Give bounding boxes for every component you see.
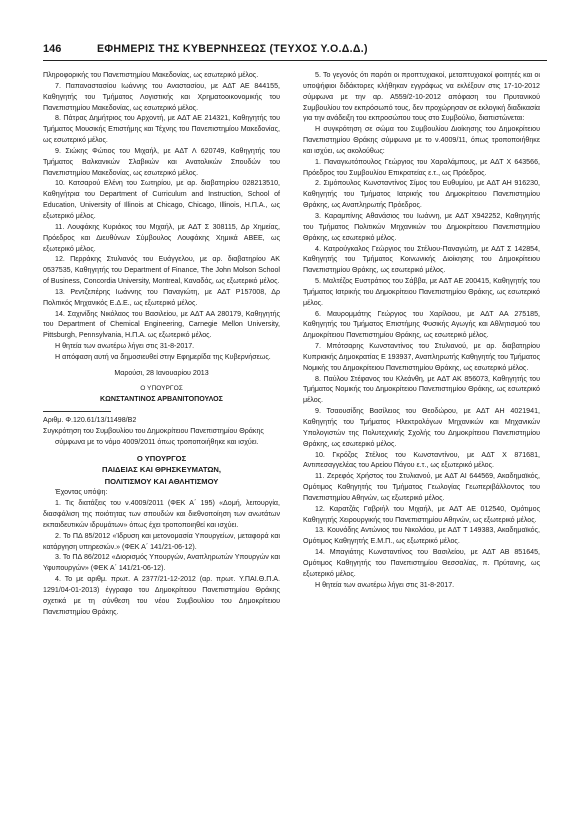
section-rule bbox=[43, 411, 111, 412]
member-entry: 10. Γκρόζος Στέλιος του Κωνσταντίνου, με ΑΔΤ Χ 871681, Αντιπεσαγγελέας του Αρείου Πάγου ε.τ., ως εξωτερικό μέλος. bbox=[303, 450, 540, 470]
member-entry: 10. Κατσαρού Ελένη του Σωτηρίου, με αρ. διαβατηρίου 028213510, Καθηγήτρια του Department of Curriculum and Instruction, School of Education, University of Illinois at Chicago, Chicago, Illinois, Η.Π.Α., ως εξωτερικό μέλος. bbox=[43, 179, 280, 220]
member-entry: 5. Μαλτέζος Ευστράτιος του Σάββα, με ΑΔΤ ΑΕ 200415, Καθηγητής του Τμήματος Ιατρικής του Δημοκρίτειου Πανεπιστημίου Θράκης, ως εσωτερικό μέλος. bbox=[303, 277, 540, 307]
consideration-item: 5. Το γεγονός ότι παρότι οι προπτυχιακοί, μεταπτυχιακοί φοιτητές και οι υποψήφιοι διδάκτορες κλήθηκαν εγγράφως να εκλέξουν στις 17-10-2012 σύμφωνα με την αρ. Α559/2-10-2012 απόφαση του Πρυτανικού Συμβουλίου τον εκπρόσωπό τους, δεν προχώρησαν σε εκλογική διαδικασία για την ανάδειξη του εκπροσώπου τους στο Συμβούλιο, διαπιστώνεται: bbox=[303, 71, 540, 123]
member-entry: 4. Κατρούγκαλος Γεώργιος του Στέλιου-Παναγιώτη, με ΑΔΤ Σ 142854, Καθηγητής του Τμήματος Κοινωνικής Διοίκησης του Δημοκρίτειου Πανεπιστημίου Θράκης, ως εσωτερικό μέλος. bbox=[303, 244, 540, 275]
consideration-item: 4. Το με αριθμ. πρωτ. Α 2377/21-12-2012 (αρ. πρωτ. Υ.ΠΑΙ.Θ.Π.Α. 1291/04-01-2013) έγγραφο του Δημοκρίτειου Πανεπιστημίου Θράκης σχετικά με τη σύνθεση του νέου Συμβουλίου του Δημοκρίτειου Πανεπιστημίου Θράκης. bbox=[43, 575, 280, 616]
decision-heading: Ο ΥΠΟΥΡΓΟΣ bbox=[136, 453, 187, 463]
member-entry: 2. Σιμόπουλος Κωνσταντίνος Σίμος του Ευθυμίου, με ΑΔΤ ΑΗ 916230, Καθηγητής του Τμήματος Ιατρικής του Δημοκρίτειου Πανεπιστημίου Θράκης, ως Αναπληρωτής Πρόεδρος. bbox=[303, 179, 540, 210]
member-entry: 7. Μπότσαρης Κωνσταντίνος του Στυλιανού, με αρ. διαβατηρίου Κυπριακής Δημοκρατίας Ε 193937, Αναπληρωτής Καθηγητής του Τμήματος Νομικής του Δημοκρίτειου Πανεπιστημίου Θράκης, ως εσωτερικό μέλος. bbox=[303, 342, 540, 372]
member-entry: 13. Ρεντζεπέρης Ιωάννης του Παναγιώτη, με ΑΔΤ Ρ157008, Δρ Πολιτικός Μηχανικός Ε.Δ.Ε., ως εξωτερικό μέλος. bbox=[43, 287, 280, 307]
gazette-title: ΕΦΗΜΕΡΙΣ ΤΗΣ ΚΥΒΕΡΝΗΣΕΩΣ (ΤΕΥΧΟΣ Υ.Ο.Δ.Δ.) bbox=[97, 43, 368, 55]
left-column bbox=[43, 70, 280, 617]
member-entry: 7. Παπαναστασίου Ιωάννης του Αναστασίου, με ΑΔΤ ΑΕ 844155, Καθηγητής του Τμήματος Λογιστικής και Χρηματοοικονομικής του Πανεπιστημίου Μακεδονίας, ως εσωτερικό μέλος. bbox=[43, 81, 280, 112]
member-entry: 14. Μπαγιάτης Κωνσταντίνος του Βασιλείου, με ΑΔΤ ΑΒ 851645, Ομότιμος Καθηγητής του Πανεπιστημίου Θεσσαλίας, π. Πρύτανης, ως εξωτερικό μέλος. bbox=[303, 548, 540, 578]
date-line: Μαρούσι, 28 Ιανουαρίου 2013 bbox=[114, 368, 209, 377]
decision-subject: Συγκρότηση του Συμβουλίου του Δημοκρίτειου Πανεπιστημίου Θράκης σύμφωνα με το νόμο 4009/2011 όπως τροποποιήθηκε και ισχύει. bbox=[43, 427, 264, 446]
term-statement: Η θητεία των ανωτέρω λήγει στις 31-8-2017. bbox=[315, 580, 455, 589]
member-entry: 14. Σαχινίδης Νικόλαος του Βασιλείου, με ΑΔΤ ΑΑ 280179, Καθηγητής του Department of Chemical Engineering, Carnegie Mellon University, Pittsburgh, Pennsylvania, Η.Π.Α. ως εξωτερικό μέλος. bbox=[43, 309, 280, 340]
member-entry: 8. Παύλου Στέφανος του Κλεάνθη, με ΑΔΤ ΑΚ 856073, Καθηγητής του Τμήματος Νομικής του Δημοκρίτειου Πανεπιστημίου Θράκης, ως εσωτερικό μέλος. bbox=[303, 374, 540, 405]
member-entry: 12. Περράκης Στυλιανός του Ευάγγελου, με αρ. διαβατηρίου ΑΚ 0537535, Καθηγητής του Department of Finance, The John Molson School of Business, Concordia University, Montreal, Καναδάς, ως εξωτερικό μέλος. bbox=[43, 255, 280, 286]
member-entry: 13. Κουνάδης Αντώνιος του Νικολάου, με ΑΔΤ Τ 149383, Ακαδημαϊκός, Ομότιμος Καθηγητής Ε.Μ.Π., ως εξωτερικό μέλος. bbox=[303, 526, 540, 546]
reference-number: Αριθμ. Φ.120.61/13/11498/Β2 bbox=[43, 416, 137, 425]
term-statement: Η θητεία των ανωτέρω λήγει στις 31-8-2017. bbox=[55, 342, 195, 351]
member-entry: 11. Λουφάκης Κυριάκος του Μιχαήλ, με ΑΔΤ Σ 308115, Δρ Χημείας, Πρόεδρος και Διευθύνων Σύμβουλος Λουφάκης Χημικά ΑΒΕΕ, ως εξωτερικό μέλος. bbox=[43, 222, 280, 253]
consideration-item: 1. Τις διατάξεις του ν.4009/2011 (ΦΕΚ Α΄ 195) «Δομή, λειτουργία, διασφάλιση της ποιότητας των σπουδών και διεθνοποίηση των ανωτάτων εκπαιδευτικών ιδρυμάτων» όπως έχει τροποποιηθεί και ισχύει. bbox=[43, 499, 280, 529]
paragraph: Πληροφορικής του Πανεπιστημίου Μακεδονίας, ως εσωτερικό μέλος. bbox=[43, 71, 259, 79]
having-in-mind: Έχοντας υπόψη: bbox=[55, 488, 108, 497]
decision-heading: ΠΟΛΙΤΙΣΜΟΥ ΚΑΙ ΑΘΛΗΤΙΣΜΟΥ bbox=[104, 476, 219, 486]
member-entry: 12. Καρατζάς Γαβριήλ του Μιχαήλ, με ΑΔΤ ΑΕ 012540, Ομότιμος Καθηγητής Χειρουργικής του Πανεπιστημίου Αθηνών, ως εξωτερικό μέλος. bbox=[303, 504, 540, 524]
consideration-item: 2. Το ΠΔ 85/2012 «Ίδρυση και μετονομασία Υπουργείων, μεταφορά και κατάργηση υπηρεσιών.» (ΦΕΚ Α΄ 141/21-06-12). bbox=[43, 531, 280, 551]
publication-statement: Η απόφαση αυτή να δημοσιευθεί στην Εφημερίδα της Κυβερνήσεως. bbox=[55, 352, 271, 361]
member-entry: 9. Τσαουσίδης Βασίλειος του Θεοδώρου, με ΑΔΤ ΑΗ 4021941, Καθηγητής του Τμήματος Ηλεκτρολόγων Μηχανικών και Μηχανικών Υπολογιστών της Πολυτεχνικής Σχολής του Δημοκρίτειου Πανεπιστημίου Θράκης, ως εσωτερικό μέλος. bbox=[303, 407, 540, 448]
member-entry: 6. Μαυρομμάτης Γεώργιος του Χαρίλαου, με ΑΔΤ ΑΑ 275185, Καθηγητής του Τμήματος Επιστήμης Φυσικής Αγωγής και Αθλητισμού του Δημοκρίτειου Πανεπιστημίου Θράκης, ως εσωτερικό μέλος. bbox=[303, 309, 540, 340]
decision-heading: ΠΑΙΔΕΙΑΣ ΚΑΙ ΘΡΗΣΚΕΥΜΑΤΩΝ, bbox=[101, 465, 222, 475]
consideration-item: 3. Το ΠΔ 86/2012 «Διορισμός Υπουργών, Αναπληρωτών Υπουργών και Υφυπουργών» (ΦΕΚ Α΄ 141/21-06-12). bbox=[43, 553, 280, 573]
paragraph: Η συγκρότηση σε σώμα του Συμβουλίου Διοίκησης του Δημοκρίτειου Πανεπιστημίου Θράκης σύμφωνα με το ν.4009/11, όπως τροποποιήθηκε και ισχύει, ως ακολούθως: bbox=[303, 125, 540, 155]
member-entry: 3. Καραμπίνης Αθανάσιος του Ιωάννη, με ΑΔΤ Χ942252, Καθηγητής του Τμήματος Πολιτικών Μηχανικών του Δημοκρίτειου Πανεπιστημίου Θράκης, ως εσωτερικό μέλος. bbox=[303, 211, 540, 242]
header-rule bbox=[43, 60, 547, 61]
member-entry: 9. Σιώκης Φώτιος του Μιχαήλ, με ΑΔΤ Λ 620749, Καθηγητής του Τμήματος Βαλκανικών Σλαβικών και Ανατολικών Σπουδών του Πανεπιστημίου Μακεδονίας, ως εσωτερικό μέλος. bbox=[43, 146, 280, 177]
minister-name: ΚΩΝΣΤΑΝΤΙΝΟΣ ΑΡΒΑΝΙΤΟΠΟΥΛΟΣ bbox=[100, 395, 223, 404]
right-column bbox=[303, 70, 540, 591]
page-number: 146 bbox=[43, 43, 62, 55]
member-entry: 11. Ζερεφός Χρήστος του Στυλιανού, με ΑΔΤ ΑΙ 644569, Ακαδημαϊκός, Ομότιμος Καθηγητής του Τμήματος Γεωλογίας Γεωπεριβάλλοντος του Πανεπιστημίου Αθηνών, ως εξωτερικό μέλος. bbox=[303, 472, 540, 502]
member-entry: 1. Παναγιωτόπουλος Γεώργιος του Χαραλάμπους, με ΑΔΤ Χ 643566, Πρόεδρος του Συμβουλίου Επικρατείας ε.τ., ως Πρόεδρος. bbox=[303, 157, 540, 177]
minister-role: Ο ΥΠΟΥΡΓΟΣ bbox=[140, 384, 183, 392]
member-entry: 8. Πάτρας Δημήτριος του Αρχοντή, με ΑΔΤ ΑΕ 214321, Καθηγητής του Τμήματος Μουσικής Επιστήμης και Τέχνης του Πανεπιστημίου Μακεδονίας, ως εσωτερικό μέλος. bbox=[43, 114, 280, 145]
